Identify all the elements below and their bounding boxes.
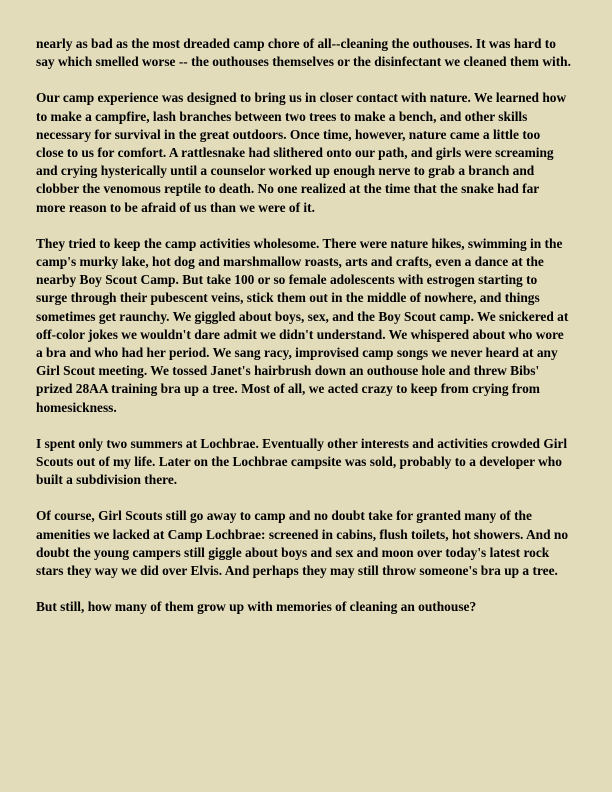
paragraph-modern-campers: Of course, Girl Scouts still go away to camp and no doubt take for granted many of the amenities we lacked at Camp Lochbrae: screened in cabins, flush toilets, hot showers. And no doubt the young campers still giggle about boys and sex and moon over today's latest rock stars they way we did over Elvis. And perhaps they may still throw someone's bra up a tree. — [36, 508, 569, 579]
paragraph-closing-question: But still, how many of them grow up with memories of cleaning an outhouse? — [36, 599, 477, 615]
paragraph-lochbrae-summers: I spent only two summers at Lochbrae. Eventually other interests and activities crowded Girl Scouts out of my life. Later on the Lochbrae campsite was sold, probably to a developer who built a subdivision there. — [36, 435, 568, 488]
paragraph-nature-rattlesnake: Our camp experience was designed to bring us in closer contact with nature. We learned how to make a campfire, lash branches between two trees to make a bench, and other skills necessary for survival in the great outdoors. Once time, however, nature came a little too close to us for comfort. A rattlesnake had slithered onto our path, and girls were screaming and crying hysterically until a counselor worked up enough nerve to grab a branch and clobber the venomous reptile to death. No one realized at the time that the snake had far more reason to be afraid of us than we were of it. — [36, 90, 567, 215]
paragraph-camp-activities: They tried to keep the camp activities wholesome. There were nature hikes, swimming in the camp's murky lake, hot dog and marshmallow roasts, arts and crafts, even a dance at the nearby Boy Scout Camp. But take 100 or so female adolescents with estrogen starting to surge through their pubescent veins, stick them out in the middle of nowhere, and things sometimes get raunchy. We giggled about boys, sex, and the Boy Scout camp. We snickered at off-color jokes we wouldn't dare admit we didn't understand. We whispered about who wore a bra and who had her period. We sang racy, improvised camp songs we never heard at any Girl Scout meeting. We tossed Janet's hairbrush down an outhouse hole and threw Bibs' prized 28AA training bra up a tree. Most of all, we acted crazy to keep from crying from homesickness. — [36, 235, 569, 415]
document-body — [36, 35, 584, 634]
paragraph-outhouse-chore: nearly as bad as the most dreaded camp chore of all--cleaning the outhouses. It was hard to say which smelled worse -- the outhouses themselves or the disinfectant we cleaned them with. — [36, 36, 571, 70]
